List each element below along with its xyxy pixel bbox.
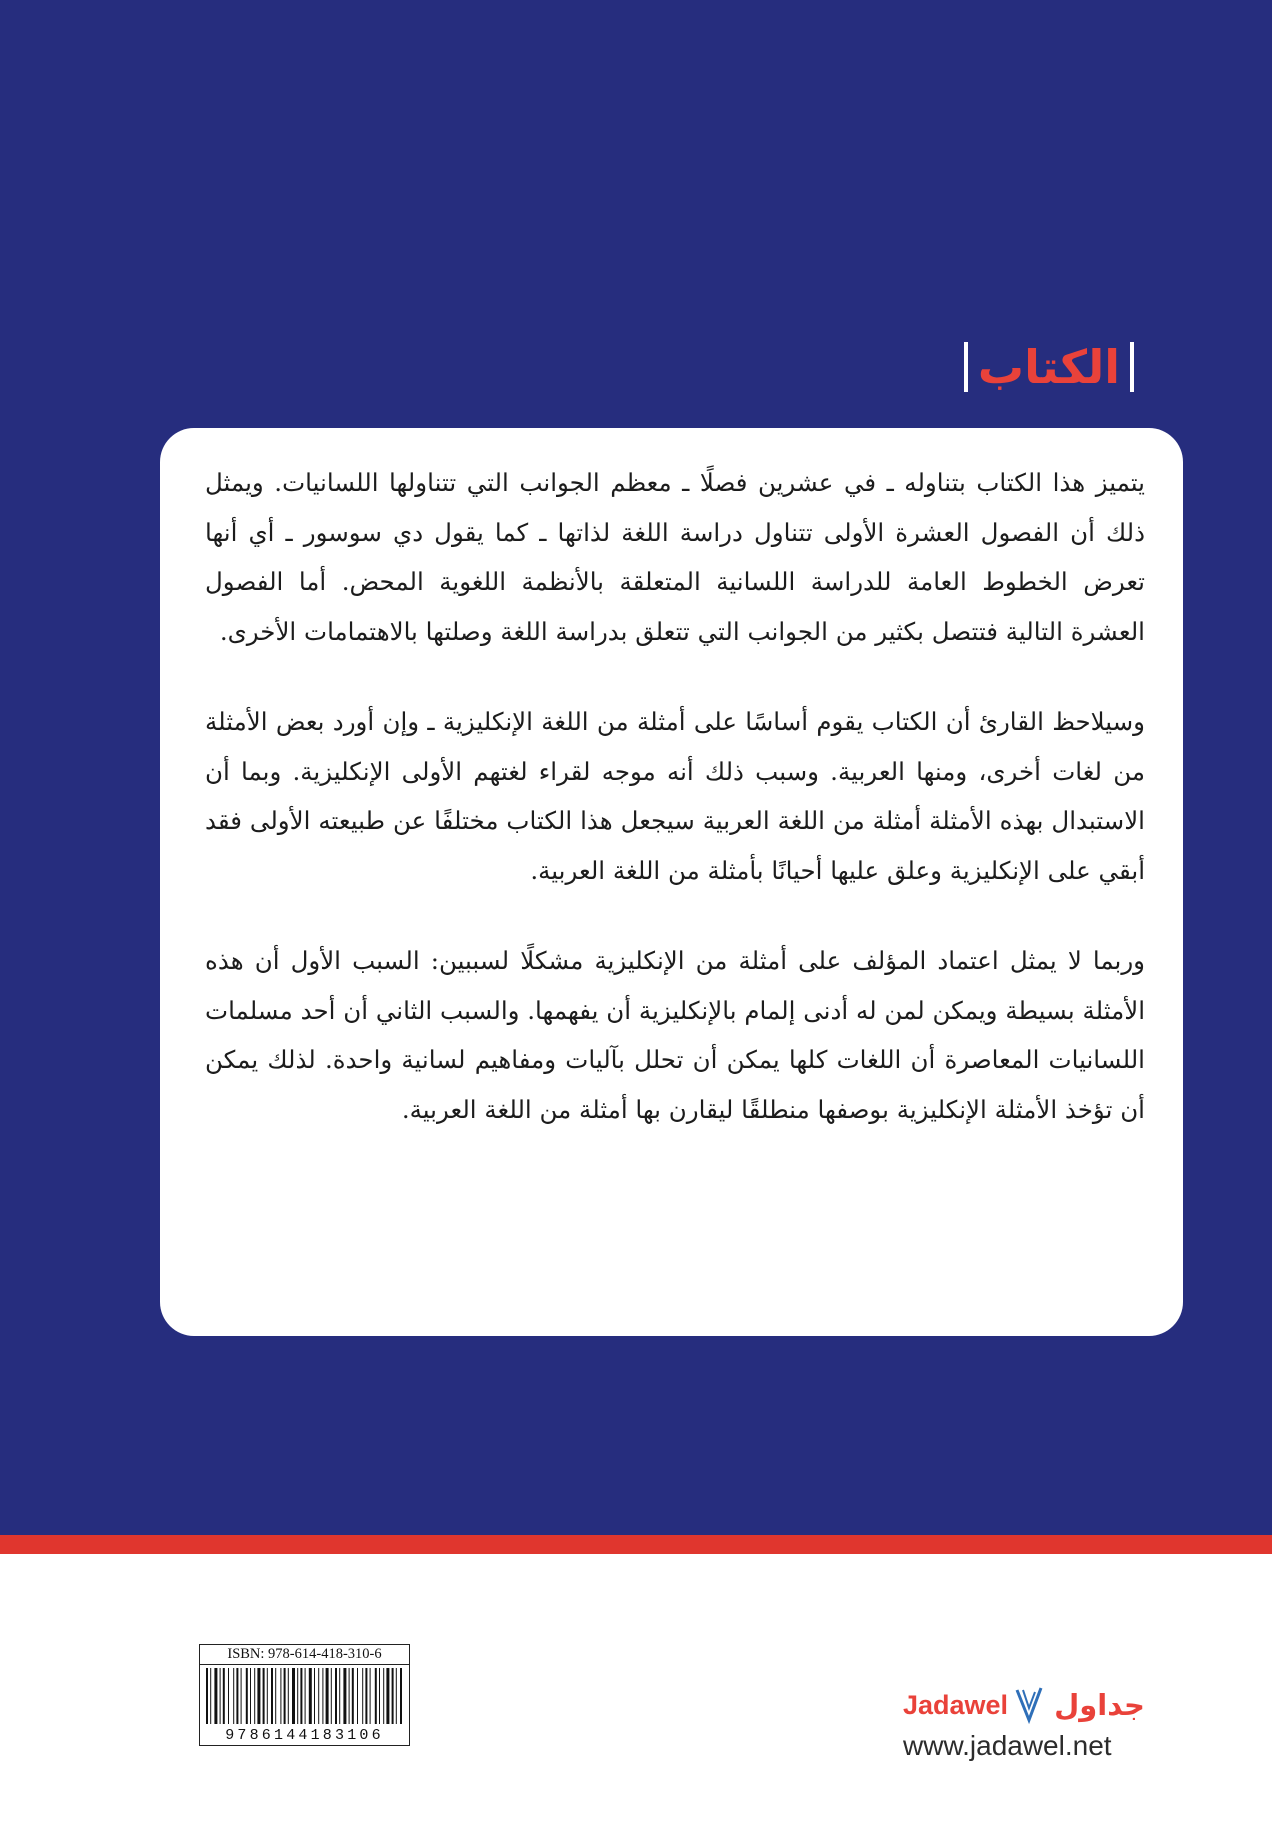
barcode-bar (362, 1668, 363, 1724)
barcode-bar (250, 1668, 251, 1724)
barcode-bar (379, 1668, 380, 1724)
barcode-bar (257, 1668, 260, 1724)
barcode-bar (375, 1668, 377, 1724)
barcode-bar (275, 1668, 276, 1724)
barcode-bar (246, 1668, 248, 1724)
paragraph-1: يتميز هذا الكتاب بتناوله ـ في عشرين فصلًا ـ معظم الجوانب التي تتناولها اللسانيات. ويمثل ذلك أن الفصول العشرة الأولى تتناول دراسة اللغة لذاتها ـ كما يقول دي سوسور ـ أي أنها تعرض الخطوط العامة للدراسة اللسانية المتعلقة بالأنظمة اللغوية المحض. أما الفصول العشرة التالية فتتصل بكثير من الجوانب التي تتعلق بدراسة اللغة وصلتها بالاهتمامات الأخرى. (205, 468, 1145, 646)
barcode-bar (357, 1668, 358, 1724)
barcode-bar (300, 1668, 302, 1724)
publisher-logo (895, 1684, 1155, 1784)
barcode-bar (349, 1668, 350, 1724)
barcode-bar (318, 1668, 319, 1724)
heading-bar-right (1130, 342, 1134, 392)
barcode-bar (267, 1668, 268, 1724)
barcode-bar (365, 1668, 367, 1724)
barcode-bar (271, 1668, 273, 1724)
barcode-bar (343, 1668, 346, 1724)
isbn-barcode (199, 1644, 410, 1746)
publisher-name-arabic: جداول (1054, 1688, 1145, 1722)
publisher-name-latin: Jadawel (903, 1689, 1009, 1720)
section-heading (954, 340, 1144, 394)
barcode-bar (383, 1668, 384, 1724)
barcode-bar (284, 1668, 286, 1724)
heading-bar-left (964, 342, 968, 392)
barcode-bar (322, 1668, 323, 1724)
barcode-bar (292, 1668, 295, 1724)
barcode-bar (220, 1668, 221, 1724)
barcode-bar (305, 1668, 306, 1724)
section-heading-text: الكتاب (977, 340, 1120, 394)
barcode-bar (263, 1668, 265, 1724)
barcode-bar (396, 1668, 397, 1724)
barcode-bar (400, 1668, 402, 1724)
barcode-bar (223, 1668, 225, 1724)
description-panel (160, 428, 1183, 1336)
barcode-bar (370, 1668, 371, 1724)
barcode-bar (210, 1668, 211, 1724)
publisher-logo-icon (1014, 1686, 1044, 1724)
barcode-bar (233, 1668, 234, 1724)
barcode-bar (254, 1668, 255, 1724)
paragraph-2: وسيلاحظ القارئ أن الكتاب يقوم أساسًا على أمثلة من اللغة الإنكليزية ـ وإن أورد بعض الأمثلة من لغات أخرى، ومنها العربية. وسبب ذلك أنه موجه لقراء لغتهم الأولى الإنكليزية. وبما أن الاستبدال بهذه الأمثلة أمثلة من اللغة العربية سيجعل هذا الكتاب مختلفًا عن طبيعته الأولى فقد أبقي على الإنكليزية وعلق عليها أحيانًا بأمثلة من اللغة العربية. (205, 707, 1145, 885)
barcode-bar (326, 1668, 329, 1724)
isbn-label: ISBN: 978-614-418-310-6 (200, 1645, 409, 1665)
barcode-bar (297, 1668, 298, 1724)
barcode-bar (386, 1668, 389, 1724)
publisher-name (903, 1684, 1145, 1726)
barcode-bar (236, 1668, 238, 1724)
barcode-bar (352, 1668, 354, 1724)
barcode-bar (228, 1668, 229, 1724)
barcode-bar (339, 1668, 340, 1724)
barcode-bar (392, 1668, 394, 1724)
barcode-bar (206, 1668, 208, 1724)
barcode-bar (214, 1668, 217, 1724)
red-stripe (0, 1535, 1272, 1554)
paragraph-3: وربما لا يمثل اعتماد المؤلف على أمثلة من الإنكليزية مشكلًا لسببين: السبب الأول أن هذه الأمثلة بسيطة ويمكن لمن له أدنى إلمام بالإنكليزية أن يفهمها. والسبب الثاني أن أحد مسلمات اللسانيات المعاصرة أن اللغات كلها يمكن أن تحلل بآليات ومفاهيم لسانية واحدة. لذلك يمكن أن تؤخذ الأمثلة الإنكليزية بوصفها منطلقًا ليقارن بها أمثلة من اللغة العربية. (205, 946, 1145, 1124)
barcode-bar (280, 1668, 281, 1724)
publisher-url: www.jadawel.net (903, 1730, 1112, 1761)
barcode-icon (204, 1668, 405, 1724)
barcode-bar (309, 1668, 312, 1724)
barcode-bar (314, 1668, 315, 1724)
barcode-bar (288, 1668, 289, 1724)
barcode-bar (331, 1668, 332, 1724)
barcode-digits: 9786144183106 (225, 1727, 384, 1744)
barcode-bar (335, 1668, 337, 1724)
barcode-bar (241, 1668, 242, 1724)
